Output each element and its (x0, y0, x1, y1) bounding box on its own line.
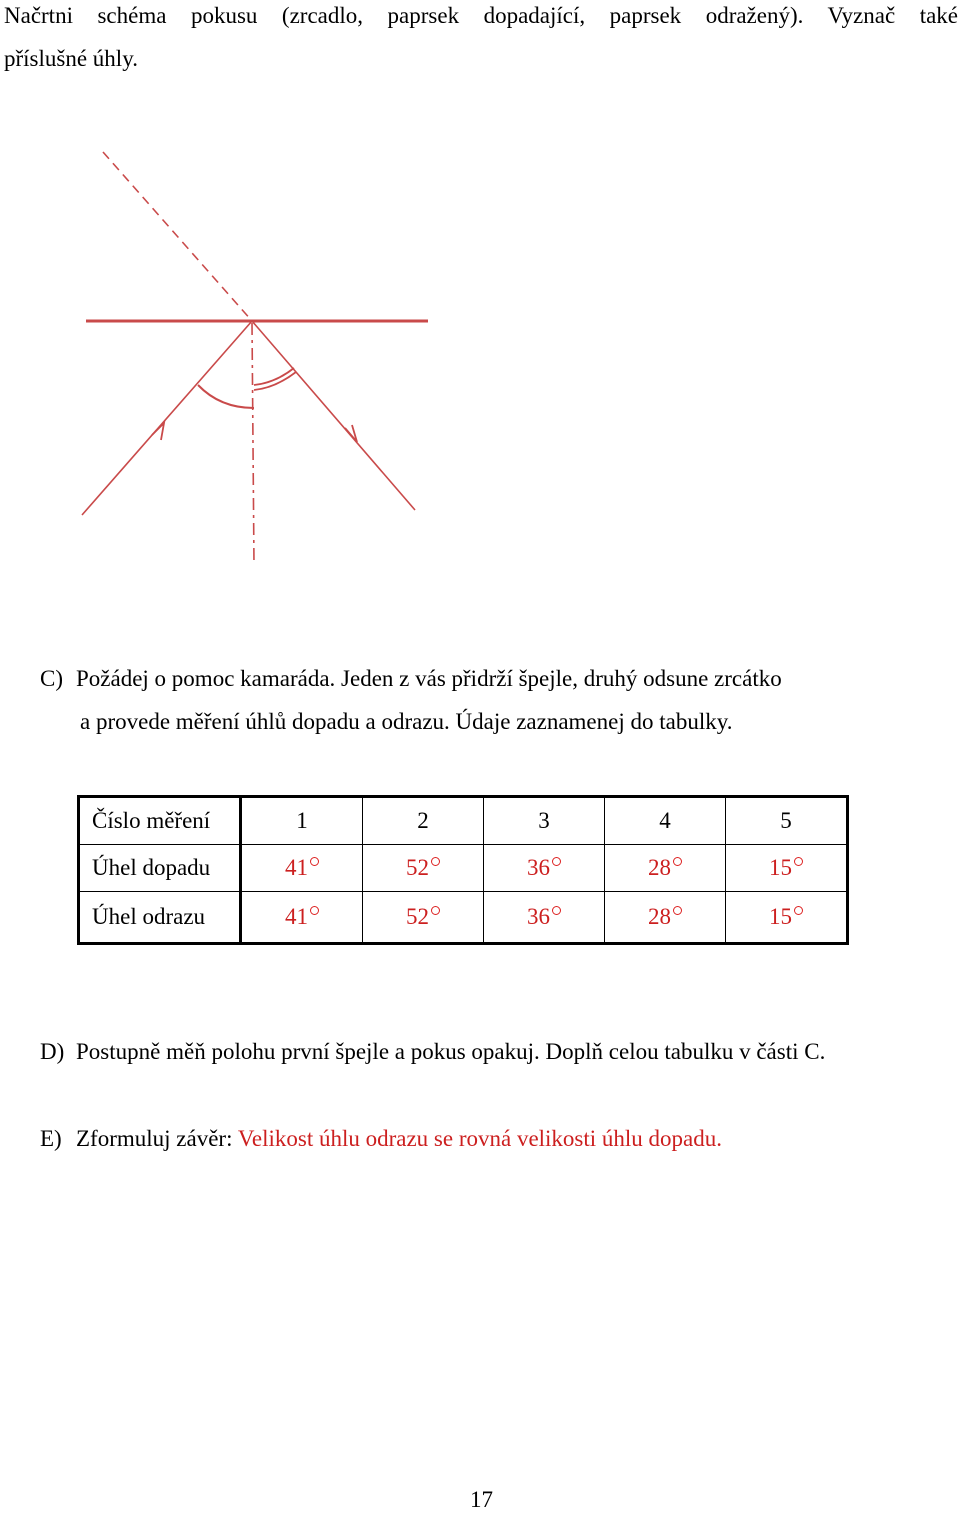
reflection-value-cell: 15 (726, 892, 848, 944)
intro-line-1: Načrtni schéma pokusu (zrcadlo, paprsek dopadající, paprsek odražený). Vyznač také (4, 3, 958, 28)
section-c-line-1 (40, 657, 782, 700)
degree-icon (552, 857, 561, 866)
degree-icon (794, 857, 803, 866)
section-c-label: C) (40, 666, 63, 691)
normal-line (252, 323, 254, 565)
section-c-line-2: a provede měření úhlů dopadu a odrazu. Údaje zaznamenej do tabulky. (80, 709, 733, 734)
reflection-angle-arc (254, 372, 296, 390)
degree-icon (673, 906, 682, 915)
section-e (40, 1117, 722, 1160)
incidence-value-cell: 28 (605, 845, 726, 892)
section-d-label: D) (40, 1039, 65, 1064)
reflection-angle-arc-2 (254, 368, 294, 385)
incident-ray (82, 321, 252, 515)
table-row-incidence (79, 845, 848, 892)
incidence-value-cell: 52 (363, 845, 484, 892)
reflection-value-cell: 28 (605, 892, 726, 944)
incident-extension-dashed (103, 152, 252, 321)
table-row-reflection (79, 892, 848, 944)
column-header: 4 (605, 797, 726, 845)
reflection-sketch (70, 140, 440, 570)
row-label-reflection: Úhel odrazu (79, 892, 241, 944)
reflection-value-cell: 52 (363, 892, 484, 944)
row-label-incidence: Úhel dopadu (79, 845, 241, 892)
column-header: 5 (726, 797, 848, 845)
degree-icon (310, 906, 319, 915)
section-d (40, 1030, 825, 1073)
degree-icon (431, 906, 440, 915)
header-label-cell: Číslo měření (79, 797, 241, 845)
column-header: 1 (241, 797, 363, 845)
section-e-prompt: Zformuluj závěr: (76, 1126, 233, 1151)
section-e-label: E) (40, 1126, 62, 1151)
degree-icon (431, 857, 440, 866)
section-e-answer: Velikost úhlu odrazu se rovná velikosti úhlu dopadu. (237, 1126, 723, 1151)
measurement-table (77, 795, 849, 945)
intro-instruction (4, 0, 958, 80)
reflected-arrow (345, 425, 357, 442)
degree-icon (673, 857, 682, 866)
incidence-value-cell: 15 (726, 845, 848, 892)
table-header-row (79, 797, 848, 845)
incidence-angle-arc (198, 385, 254, 408)
incidence-value-cell: 36 (484, 845, 605, 892)
section-d-text: Postupně měň polohu první špejle a pokus opakuj. Doplň celou tabulku v části C. (76, 1039, 826, 1064)
column-header: 2 (363, 797, 484, 845)
degree-icon (310, 857, 319, 866)
section-c-text-1: Požádej o pomoc kamaráda. Jeden z vás přidrží špejle, druhý odsune zrcátko (76, 666, 782, 691)
degree-icon (552, 906, 561, 915)
incident-arrow (152, 423, 164, 440)
column-header: 3 (484, 797, 605, 845)
degree-icon (794, 906, 803, 915)
intro-line-2: příslušné úhly. (4, 46, 138, 71)
reflected-ray (252, 321, 415, 510)
reflection-value-cell: 36 (484, 892, 605, 944)
incidence-value-cell: 41 (241, 845, 363, 892)
page-number: 17 (470, 1487, 493, 1512)
reflection-value-cell: 41 (241, 892, 363, 944)
